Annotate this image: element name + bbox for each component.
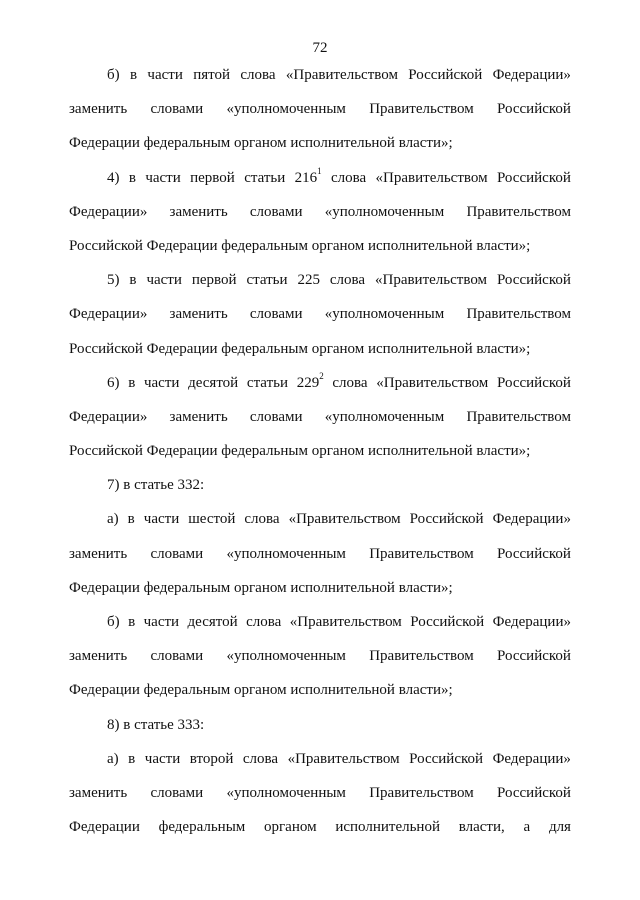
word: Российской [497,545,571,562]
word: заменить [69,784,128,801]
word: для [548,819,571,836]
word: в [128,169,136,186]
word: власти, [458,819,505,836]
word: «Правительством [376,374,489,391]
word: 6) [107,374,120,391]
word: Федерации [69,819,140,836]
word: в [128,374,136,391]
word: Российской [497,784,571,801]
word: 225 [297,272,320,289]
word: статьи [244,169,286,186]
superscript: 1 [317,165,322,176]
word: Российской [497,648,571,665]
text-line: 8) в статье 333: [107,716,205,733]
word: б) [107,614,120,630]
text-line [69,605,571,639]
word: «Правительством [285,67,398,83]
word: части [144,750,181,767]
text-line [69,742,571,776]
word: словами [249,203,303,220]
word: части [147,67,183,83]
word: части [143,374,180,391]
text-line [69,161,571,195]
word: слова [242,750,279,767]
word: «Правительством [375,169,488,186]
document-body [69,58,571,844]
word: «Правительством [287,750,400,767]
word: Российской [409,511,484,528]
word: Российской [496,374,571,391]
word: Федерации» [492,511,571,528]
word: 4) [107,169,120,186]
word: Правительством [369,648,474,665]
word: «уполномоченным [226,545,346,562]
word: Правительством [369,101,474,118]
word: Федерации» [492,614,571,630]
word: словами [249,408,303,425]
text-line [69,639,571,673]
word: заменить [169,203,228,220]
text-line [69,502,571,536]
word: слова [329,272,366,289]
word: части [146,272,182,289]
word: Федерации» [69,306,148,323]
word: Правительством [369,784,474,801]
word: Российской [410,614,485,630]
word: «уполномоченным [226,101,346,118]
text-line [69,400,571,434]
word: $229^2$ [296,370,324,391]
word: словами [150,101,204,118]
word: словами [150,648,204,665]
word: Российской [409,750,484,767]
word: Российской [496,272,571,289]
word: Правительством [369,545,474,562]
text-line [69,263,571,297]
text-line: Российской Федерации федеральным органом исполнительной власти»; [69,340,531,357]
word: части [145,169,181,186]
text-line: Федерации федеральным органом исполнительной власти»; [69,135,453,152]
word: слова [244,511,280,528]
word: слова [331,169,367,186]
word: второй [189,750,234,767]
word: заменить [69,648,128,665]
word: словами [150,545,204,562]
word: словами [150,784,204,801]
text-line [69,776,571,810]
text-line: Федерации федеральным органом исполнительной власти»; [69,682,453,699]
word: а) [107,750,119,767]
word: Федерации» [492,67,571,83]
word: Федерации» [69,203,148,220]
text-line: Российской Федерации федеральным органом исполнительной власти»; [69,443,531,460]
word: «уполномоченным [324,203,445,220]
word: слова [246,614,282,630]
text-line [69,195,571,229]
word: «уполномоченным [324,408,445,425]
text-line: Российской Федерации федеральным органом исполнительной власти»; [69,237,531,254]
word: в [129,272,137,289]
word: словами [249,306,303,323]
word: в [127,511,135,528]
word: Федерации» [492,750,571,767]
word: а [523,819,531,836]
word: а) [107,511,119,528]
word: статьи [246,374,288,391]
word: «Правительством [288,511,401,528]
word: десятой [187,614,238,630]
word: первой [190,169,235,186]
text-line [69,810,571,844]
word: $216^1$ [294,165,322,186]
word: Правительством [466,203,571,220]
text-line [69,297,571,331]
word: органом [264,819,317,836]
word: заменить [169,408,228,425]
word: заменить [169,306,228,323]
word: Российской [496,169,571,186]
word: в [128,614,136,630]
word: части [143,511,180,528]
word: слова [332,374,368,391]
word: 5) [107,272,120,289]
word: слова [240,67,276,83]
word: шестой [188,511,236,528]
text-line [69,366,571,400]
text-line [69,92,571,126]
word: «уполномоченным [324,306,445,323]
text-line [69,58,571,92]
word: б) [107,67,120,83]
superscript: 2 [319,370,324,381]
word: в [128,750,136,767]
text-line: 7) в статье 332: [107,477,205,494]
word: Федерации» [69,408,148,425]
text-line: Федерации федеральным органом исполнительной власти»; [69,579,453,596]
word: Правительством [466,408,571,425]
word: исполнительной [335,819,440,836]
word: Правительством [466,306,571,323]
word: в [129,67,138,83]
page-number: 72 [312,40,328,56]
word: заменить [69,545,128,562]
word: Российской [408,67,483,83]
word: десятой [188,374,239,391]
word: первой [191,272,237,289]
word: пятой [193,67,231,83]
word: «уполномоченным [226,648,346,665]
word: Российской [497,101,571,118]
word: части [143,614,180,630]
word: федеральным [158,819,246,836]
word: «Правительством [374,272,488,289]
word: статьи [246,272,288,289]
word: «Правительством [289,614,402,630]
word: заменить [69,101,128,118]
text-line [69,537,571,571]
word: «уполномоченным [226,784,346,801]
